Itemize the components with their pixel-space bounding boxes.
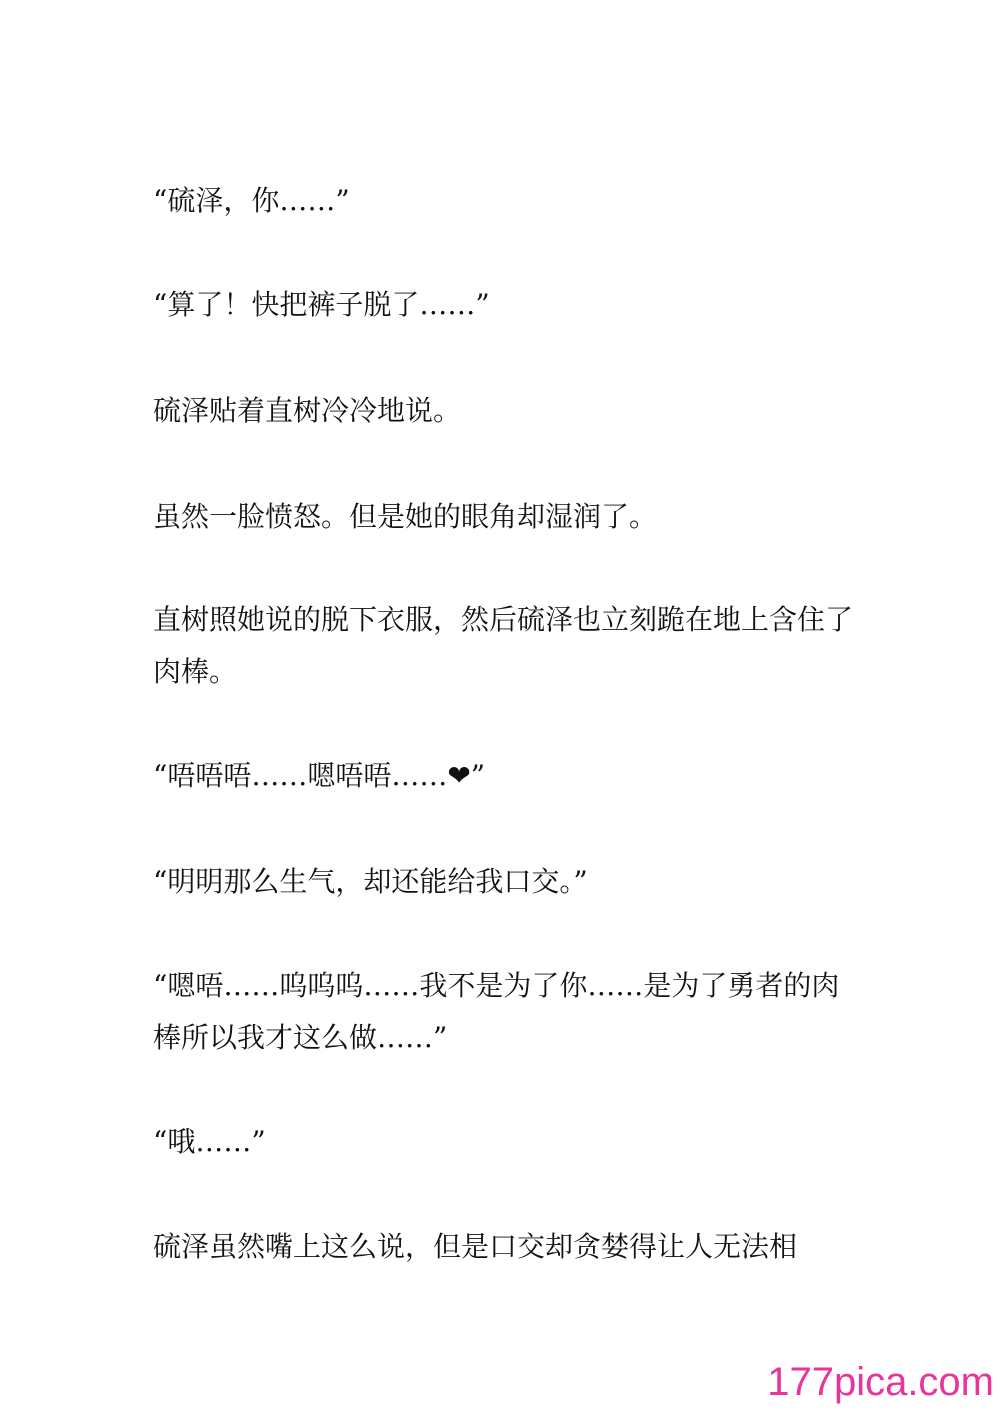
paragraph-9: “哦……” [153,1125,266,1158]
paragraph-7: “明明那么生气，却还能给我口交。” [153,865,588,898]
paragraph-3: 硫泽贴着直树冷冷地说。 [153,394,462,427]
paragraph-8: “嗯唔……呜呜呜……我不是为了你……是为了勇者的肉棒所以我才这么做……” [153,969,840,1054]
paragraph-4: 虽然一脸愤怒。但是她的眼角却湿润了。 [153,500,658,533]
paragraph-1: “硫泽，你……” [153,184,350,217]
paragraph-2: “算了！快把裤子脱了……” [153,288,490,321]
paragraph-6: “唔唔唔……嗯唔唔……❤” [153,759,486,792]
paragraph-5: 直树照她说的脱下衣服，然后硫泽也立刻跪在地上含住了肉棒。 [153,603,854,688]
paragraph-10: 硫泽虽然嘴上这么说，但是口交却贪婪得让人无法相 [153,1230,798,1263]
watermark: 177pica.com [767,1360,994,1404]
